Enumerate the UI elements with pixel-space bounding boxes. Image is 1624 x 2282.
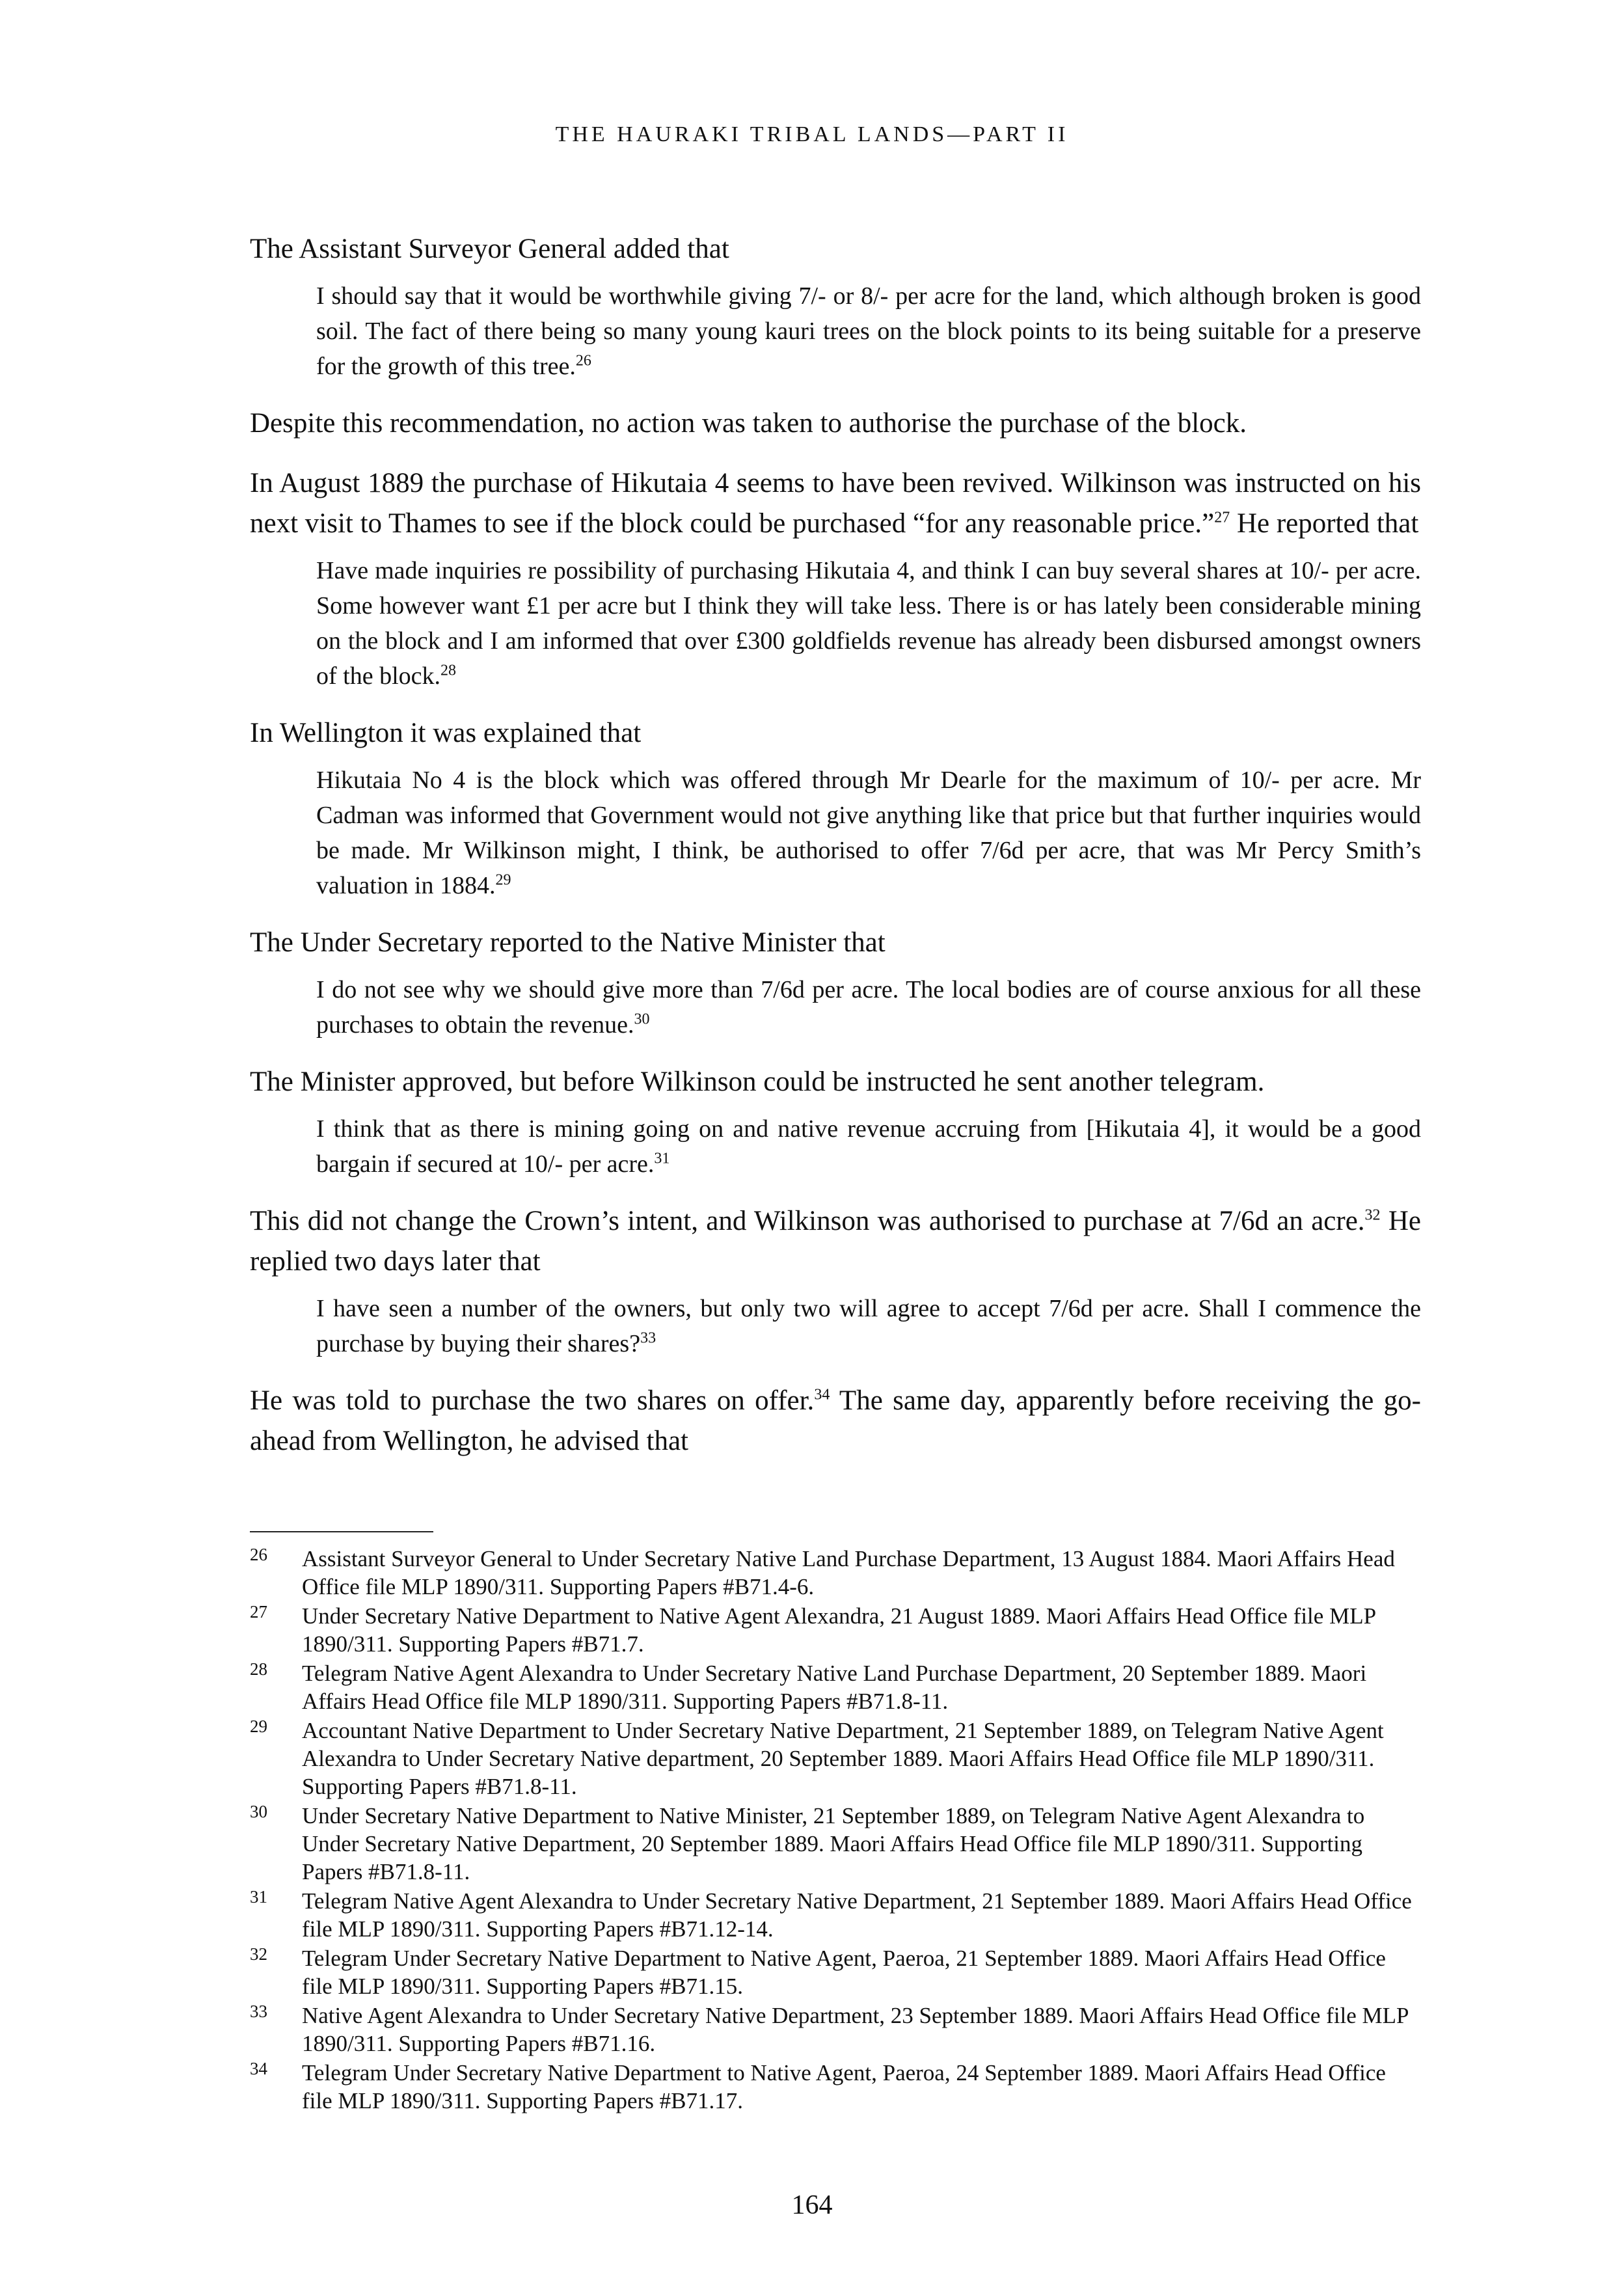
- footnote-ref: 30: [634, 1011, 650, 1028]
- footnote-text: Telegram Native Agent Alexandra to Under Secretary Native Department, 21 September 1889. Maori Affairs Head Office file MLP 1890/311. Supporting Papers #B71.12-14.: [302, 1888, 1412, 1942]
- running-header: THE HAURAKI TRIBAL LANDS—PART II: [555, 122, 1069, 146]
- quote-text: I think that as there is mining going on and native revenue accruing from [Hikutaia 4], it would be a good bargain if secured at 10/- per acre.: [316, 1115, 1421, 1178]
- footnotes: [250, 1545, 1421, 2116]
- footnote: [250, 1802, 1421, 1886]
- block-quote: [316, 1291, 1421, 1361]
- footnote-text: Under Secretary Native Department to Native Minister, 21 September 1889, on Telegram Native Agent Alexandra to Under Secretary Native Department, 20 September 1889. Maori Affairs Head Office file MLP 1890/311. Supporting Papers #B71.8-11.: [302, 1803, 1365, 1884]
- footnote-number: 31: [250, 1887, 267, 1907]
- quote-text: I do not see why we should give more than 7/6d per acre. The local bodies are of course anxious for all these purchases to obtain the revenue.: [316, 976, 1421, 1039]
- paragraph: In Wellington it was explained that: [250, 718, 642, 748]
- footnote-ref: 32: [1364, 1206, 1381, 1224]
- paragraph-text: He was told to purchase the two shares on offer.: [250, 1385, 815, 1416]
- footnote-number: 27: [250, 1602, 267, 1622]
- footnote-text: Accountant Native Department to Under Secretary Native Department, 21 September 1889, on Telegram Native Agent Alexandra to Under Secretary Native department, 20 September 1889. Maori Affairs Head Office file MLP 1890/311. Supporting Papers #B71.8-11.: [302, 1718, 1384, 1799]
- footnote-text: Under Secretary Native Department to Native Agent Alexandra, 21 August 1889. Maori Affairs Head Office file MLP 1890/311. Supporting Papers #B71.7.: [302, 1603, 1375, 1657]
- footnote: [250, 1545, 1421, 1601]
- footnote: [250, 1887, 1421, 1943]
- footnote-number: 29: [250, 1717, 267, 1736]
- block-quote: [316, 972, 1421, 1042]
- footnote: [250, 1659, 1421, 1715]
- footnote: [250, 1717, 1421, 1800]
- footnote-number: 26: [250, 1545, 267, 1564]
- footnote-ref: 29: [495, 871, 511, 889]
- footnote-divider: [250, 1531, 433, 1532]
- footnote-text: Native Agent Alexandra to Under Secretary Native Department, 23 September 1889. Maori Affairs Head Office file MLP 1890/311. Supporting Papers #B71.16.: [302, 2003, 1409, 2056]
- footnote-number: 28: [250, 1659, 267, 1679]
- footnote-ref: 34: [814, 1386, 830, 1404]
- paragraph-text: The same day, apparently before receiving the go-ahead from Wellington, he advised that: [250, 1385, 1421, 1456]
- paragraph: The Under Secretary reported to the Native Minister that: [250, 927, 886, 958]
- footnote-ref: 31: [654, 1150, 670, 1167]
- footnote-number: 34: [250, 2059, 267, 2078]
- paragraph-text: In August 1889 the purchase of Hikutaia 4 seems to have been revived. Wilkinson was instructed on his next visit to Thames to see if the block could be purchased “for any reasonable price.”: [250, 468, 1421, 539]
- footnote-number: 33: [250, 2002, 267, 2021]
- footnote: [250, 2059, 1421, 2115]
- paragraph: [250, 1381, 1421, 1461]
- footnote-ref: 28: [440, 662, 457, 679]
- footnote-text: Assistant Surveyor General to Under Secretary Native Land Purchase Department, 13 August 1884. Maori Affairs Head Office file MLP 1890/311. Supporting Papers #B71.4-6.: [302, 1546, 1395, 1599]
- paragraph: [250, 463, 1421, 544]
- paragraph: Despite this recommendation, no action was taken to authorise the purchase of the block.: [250, 408, 1247, 439]
- footnote-ref: 26: [575, 352, 591, 370]
- block-quote: [316, 553, 1421, 694]
- footnote-text: Telegram Native Agent Alexandra to Under Secretary Native Land Purchase Department, 20 September 1889. Maori Affairs Head Office file MLP 1890/311. Supporting Papers #B71.8-11.: [302, 1661, 1367, 1714]
- block-quote: [316, 763, 1421, 903]
- footnote: [250, 1944, 1421, 2000]
- footnote-number: 32: [250, 1944, 267, 1964]
- footnote-text: Telegram Under Secretary Native Department to Native Agent, Paeroa, 21 September 1889. Maori Affairs Head Office file MLP 1890/311. Supporting Papers #B71.15.: [302, 1946, 1386, 1999]
- paragraph-text: He replied two days later that: [250, 1206, 1422, 1277]
- block-quote: [316, 278, 1421, 384]
- footnote: [250, 2002, 1421, 2058]
- footnote-ref: 27: [1214, 509, 1230, 526]
- footnote-number: 30: [250, 1802, 267, 1821]
- quote-text: I should say that it would be worthwhile giving 7/- or 8/- per acre for the land, which although broken is good soil. The fact of there being so many young kauri trees on the block points to its being suitable for a preserve for the growth of this tree.: [316, 282, 1421, 380]
- paragraph-text: He reported that: [1230, 508, 1419, 539]
- page-number: 164: [791, 2190, 833, 2220]
- block-quote: [316, 1111, 1421, 1182]
- footnote-text: Telegram Under Secretary Native Department to Native Agent, Paeroa, 24 September 1889. Maori Affairs Head Office file MLP 1890/311. Supporting Papers #B71.17.: [302, 2060, 1386, 2113]
- quote-text: I have seen a number of the owners, but only two will agree to accept 7/6d per acre. Shall I commence the purchase by buying their shares?: [316, 1295, 1421, 1357]
- main-text: [250, 229, 1421, 1481]
- quote-text: Hikutaia No 4 is the block which was offered through Mr Dearle for the maximum of 10/- per acre. Mr Cadman was informed that Government would not give anything like that price but that further inquiries would be made. Mr Wilkinson might, I think, be authorised to offer 7/6d per acre, that was Mr Percy Smith’s valuation in 1884.: [316, 767, 1421, 899]
- paragraph-text: This did not change the Crown’s intent, and Wilkinson was authorised to purchase at 7/6d an acre.: [250, 1206, 1365, 1236]
- paragraph: [250, 1201, 1421, 1282]
- paragraph: The Assistant Surveyor General added that: [250, 234, 729, 264]
- quote-text: Have made inquiries re possibility of purchasing Hikutaia 4, and think I can buy several shares at 10/- per acre. Some however want £1 per acre but I think they will take less. There is or has lately been considerable mining on the block and I am informed that over £300 goldfields revenue has already been disbursed amongst owners of the block.: [316, 557, 1421, 690]
- footnote-ref: 33: [640, 1329, 656, 1347]
- footnote: [250, 1602, 1421, 1658]
- paragraph: The Minister approved, but before Wilkinson could be instructed he sent another telegram.: [250, 1066, 1265, 1097]
